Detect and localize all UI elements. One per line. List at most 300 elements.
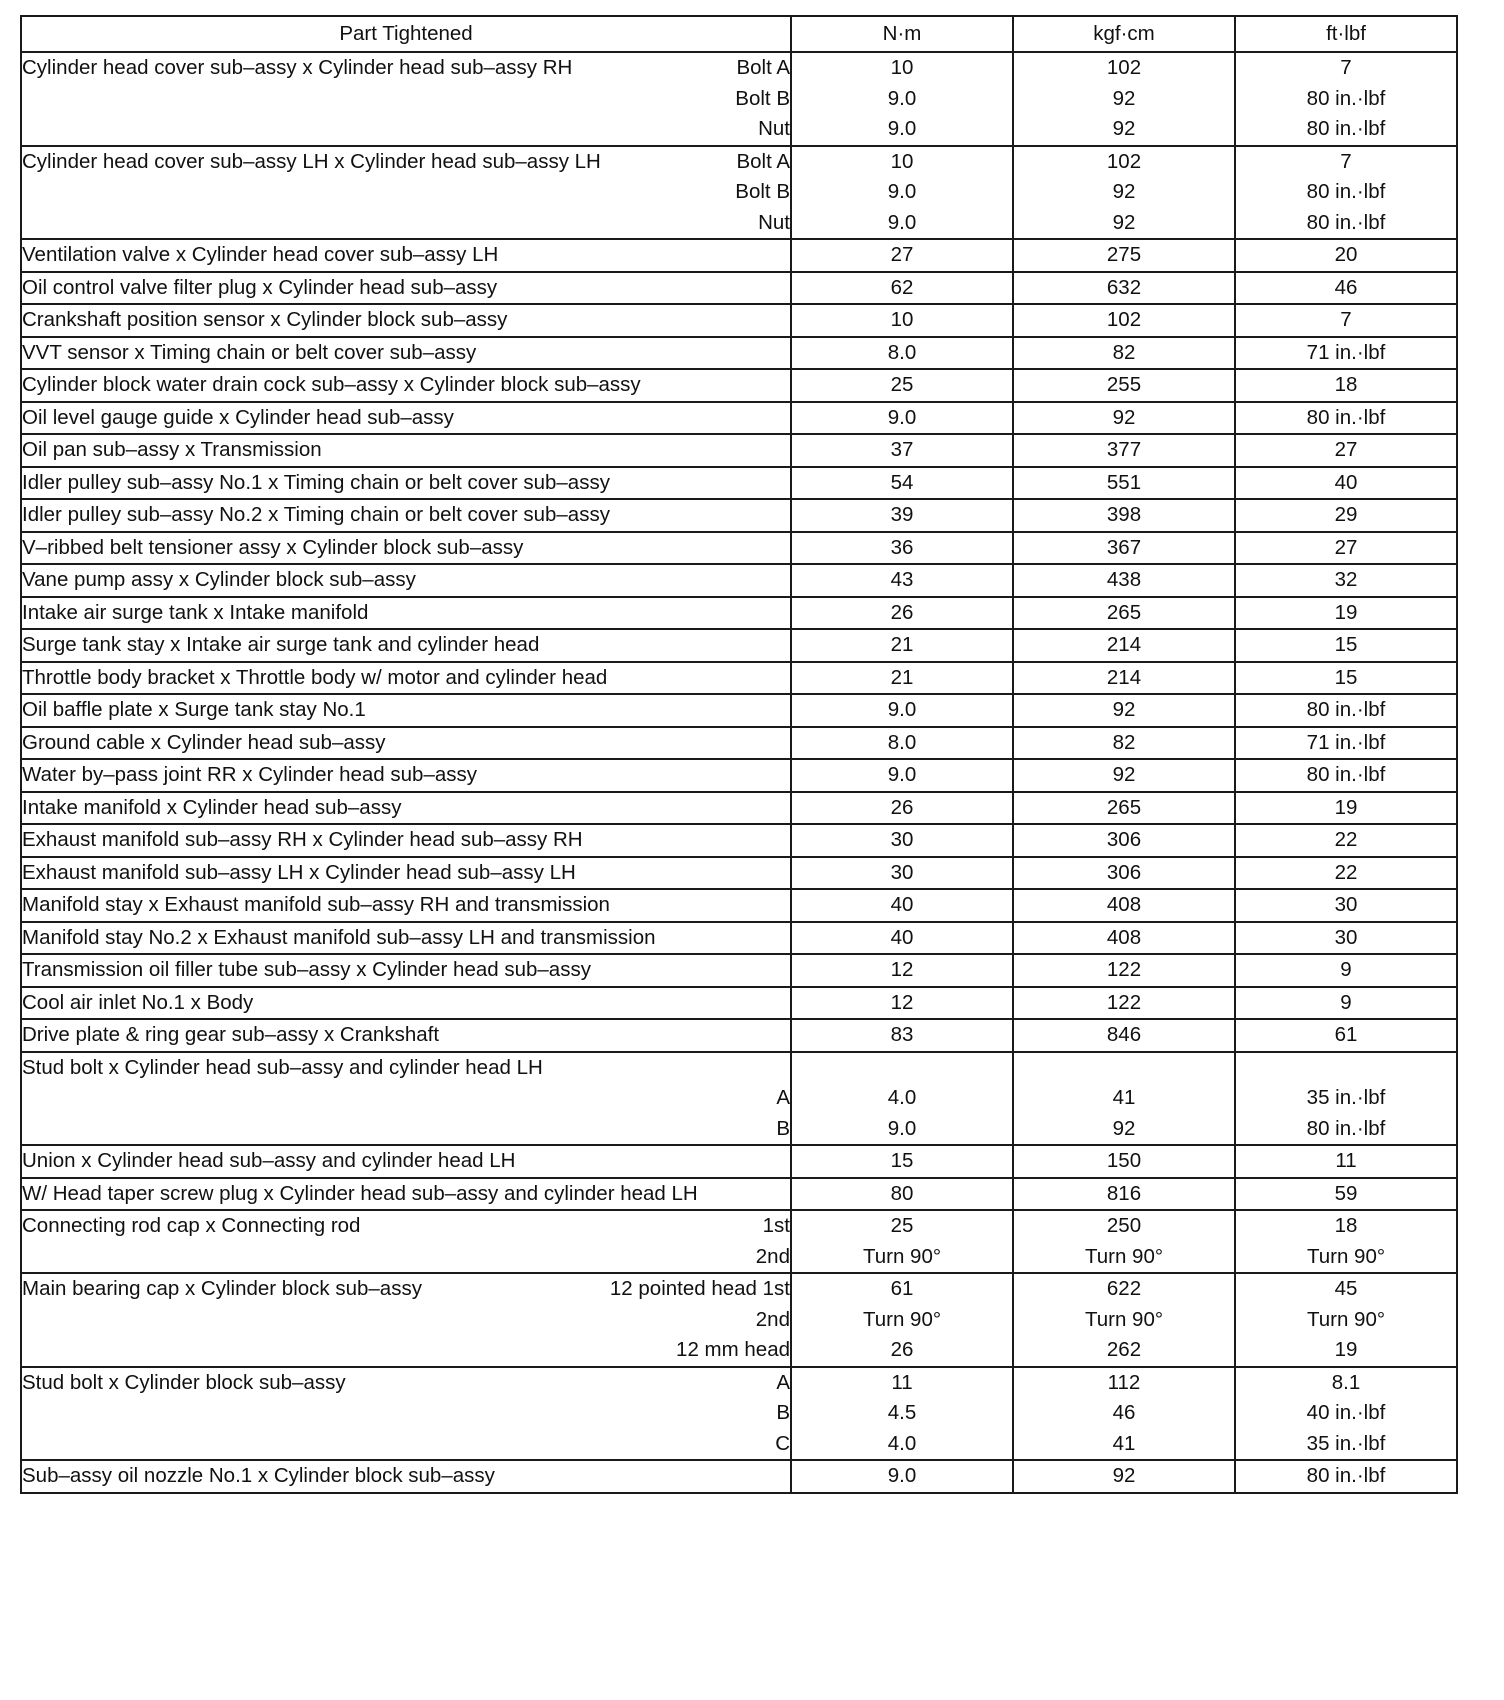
ft-lbf-value: 32	[1334, 568, 1358, 591]
ft-lbf-value: 9	[1340, 958, 1352, 981]
table-row	[21, 987, 1457, 1020]
part-line	[22, 858, 790, 889]
nm-value: 62	[890, 275, 914, 299]
ft-lbf-value: 80 in.·lbf	[1306, 210, 1386, 234]
nm-value: 12	[890, 958, 914, 981]
part-name: Manifold stay No.2 x Exhaust manifold sub–assy LH and transmission	[22, 925, 656, 949]
nm-cell	[791, 337, 1013, 370]
kgf-cm-value: 82	[1112, 340, 1136, 364]
ft-lbf-value: 22	[1334, 828, 1358, 851]
part-cell	[21, 857, 791, 890]
ft-lbf-value: 61	[1334, 1023, 1358, 1046]
part-line	[22, 1461, 790, 1492]
kgf-cm-cell	[1013, 467, 1235, 500]
nm-value: Turn 90°	[862, 1307, 942, 1331]
kgf-cm-value: 367	[1106, 535, 1142, 559]
part-cell	[21, 1273, 791, 1367]
ft-lbf-value: 59	[1334, 1181, 1358, 1205]
table-row	[21, 889, 1457, 922]
nm-value: 61	[890, 1277, 914, 1300]
table-body	[21, 52, 1457, 1493]
part-line	[22, 273, 790, 304]
part-line	[22, 1146, 790, 1177]
part-name: Exhaust manifold sub–assy LH x Cylinder head sub–assy LH	[22, 860, 576, 884]
nm-cell	[791, 1460, 1013, 1493]
part-line	[22, 53, 790, 84]
part-line	[22, 1429, 790, 1460]
kgf-cm-value: 262	[1106, 1338, 1142, 1361]
ft-lbf-cell	[1235, 467, 1457, 500]
ft-lbf-cell	[1235, 1460, 1457, 1493]
part-cell	[21, 694, 791, 727]
ft-lbf-value: 15	[1334, 665, 1358, 689]
kgf-cm-cell	[1013, 954, 1235, 987]
part-line	[22, 923, 790, 954]
header-ft-lbf: ft·lbf	[1235, 16, 1457, 52]
fastener-label: Bolt B	[735, 180, 790, 203]
kgf-cm-cell	[1013, 1273, 1235, 1367]
ft-lbf-cell	[1235, 1052, 1457, 1146]
nm-value: 4.5	[887, 1401, 917, 1424]
ft-lbf-cell	[1235, 857, 1457, 890]
part-cell	[21, 369, 791, 402]
part-cell	[21, 824, 791, 857]
part-line	[22, 825, 790, 856]
ft-lbf-value: 71 in.·lbf	[1306, 730, 1386, 754]
nm-value: 9.0	[887, 698, 917, 721]
fastener-label: 2nd	[755, 1307, 790, 1331]
part-name: Connecting rod cap x Connecting rod	[22, 1214, 361, 1237]
part-line	[22, 338, 790, 369]
table-row	[21, 597, 1457, 630]
part-cell	[21, 1460, 791, 1493]
table-row	[21, 272, 1457, 305]
part-name: Cylinder block water drain cock sub–assy x Cylinder block sub–assy	[22, 373, 641, 396]
nm-value: 15	[890, 1149, 914, 1172]
ft-lbf-value: 15	[1334, 633, 1358, 656]
table-row	[21, 857, 1457, 890]
part-cell	[21, 922, 791, 955]
kgf-cm-value: 122	[1106, 990, 1142, 1014]
table-row	[21, 239, 1457, 272]
ft-lbf-cell	[1235, 629, 1457, 662]
kgf-cm-value: Turn 90°	[1084, 1307, 1164, 1331]
part-cell	[21, 662, 791, 695]
table-row	[21, 146, 1457, 240]
ft-lbf-cell	[1235, 1145, 1457, 1178]
part-line	[22, 208, 790, 239]
ft-lbf-value: 19	[1334, 795, 1358, 819]
part-line	[22, 598, 790, 629]
kgf-cm-cell	[1013, 922, 1235, 955]
nm-value: Turn 90°	[862, 1244, 942, 1268]
nm-value: 37	[890, 438, 914, 461]
part-cell	[21, 1210, 791, 1273]
ft-lbf-value: 80 in.·lbf	[1306, 86, 1386, 110]
part-line	[22, 500, 790, 531]
ft-lbf-value: 29	[1334, 503, 1358, 526]
nm-value: 9.0	[887, 86, 917, 110]
part-name: Oil level gauge guide x Cylinder head sub–assy	[22, 405, 454, 429]
fastener-label: 12 pointed head 1st	[609, 1277, 790, 1300]
part-cell	[21, 434, 791, 467]
nm-value: 11	[891, 1370, 913, 1394]
part-cell	[21, 1178, 791, 1211]
part-name: Throttle body bracket x Throttle body w/ motor and cylinder head	[22, 665, 608, 689]
nm-value: 9.0	[887, 1464, 917, 1487]
nm-cell	[791, 824, 1013, 857]
table-row	[21, 792, 1457, 825]
kgf-cm-cell	[1013, 1145, 1235, 1178]
kgf-cm-value: 102	[1106, 308, 1142, 331]
nm-value: 39	[890, 503, 914, 526]
kgf-cm-value: 41	[1112, 1086, 1136, 1109]
kgf-cm-cell	[1013, 304, 1235, 337]
nm-cell	[791, 1145, 1013, 1178]
table-row	[21, 662, 1457, 695]
ft-lbf-value: 80 in.·lbf	[1306, 1116, 1386, 1140]
nm-value: 9.0	[887, 180, 917, 203]
part-line	[22, 114, 790, 145]
kgf-cm-cell	[1013, 52, 1235, 146]
table-row	[21, 369, 1457, 402]
ft-lbf-value: 80 in.·lbf	[1306, 180, 1386, 203]
fastener-label: Bolt A	[736, 56, 790, 79]
nm-value: 83	[890, 1023, 914, 1046]
part-line	[22, 1368, 790, 1399]
part-cell	[21, 792, 791, 825]
part-line	[22, 1083, 790, 1114]
kgf-cm-value: 92	[1112, 1464, 1136, 1487]
kgf-cm-value: 255	[1106, 373, 1142, 396]
nm-value: 40	[890, 893, 914, 916]
nm-cell	[791, 1210, 1013, 1273]
part-cell	[21, 532, 791, 565]
part-cell	[21, 467, 791, 500]
kgf-cm-cell	[1013, 402, 1235, 435]
ft-lbf-cell	[1235, 824, 1457, 857]
ft-lbf-value: 27	[1334, 438, 1358, 461]
nm-value: 26	[890, 1338, 914, 1361]
part-cell	[21, 304, 791, 337]
part-cell	[21, 1052, 791, 1146]
part-line	[22, 630, 790, 661]
nm-cell	[791, 954, 1013, 987]
part-cell	[21, 727, 791, 760]
header-kgf-cm: kgf·cm	[1013, 16, 1235, 52]
kgf-cm-cell	[1013, 272, 1235, 305]
part-cell	[21, 759, 791, 792]
part-cell	[21, 629, 791, 662]
kgf-cm-cell	[1013, 1210, 1235, 1273]
ft-lbf-cell	[1235, 239, 1457, 272]
part-name: Ventilation valve x Cylinder head cover sub–assy LH	[22, 243, 499, 266]
part-line	[22, 1053, 790, 1084]
kgf-cm-value: 306	[1106, 828, 1142, 851]
table-row	[21, 499, 1457, 532]
ft-lbf-value: 80 in.·lbf	[1306, 405, 1386, 429]
part-cell	[21, 1145, 791, 1178]
table-row	[21, 1273, 1457, 1367]
part-name: Oil baffle plate x Surge tank stay No.1	[22, 698, 366, 721]
part-cell	[21, 337, 791, 370]
table-row	[21, 824, 1457, 857]
part-line	[22, 533, 790, 564]
ft-lbf-value: 71 in.·lbf	[1306, 340, 1386, 364]
kgf-cm-value	[1014, 1053, 1234, 1084]
part-name: Cylinder head cover sub–assy x Cylinder head sub–assy RH	[22, 56, 573, 79]
part-line	[22, 370, 790, 401]
part-line	[22, 1305, 790, 1336]
nm-value: 40	[890, 925, 914, 949]
part-cell	[21, 402, 791, 435]
nm-value: 25	[890, 373, 914, 396]
kgf-cm-value: 275	[1106, 243, 1142, 266]
table-row	[21, 759, 1457, 792]
table-row	[21, 467, 1457, 500]
ft-lbf-cell	[1235, 337, 1457, 370]
fastener-label: Nut	[758, 210, 790, 234]
ft-lbf-value: 35 in.·lbf	[1306, 1086, 1386, 1109]
torque-spec-table	[20, 15, 1458, 1494]
header-row	[21, 16, 1457, 52]
kgf-cm-value: 92	[1112, 405, 1136, 429]
kgf-cm-value: 408	[1106, 893, 1142, 916]
nm-cell	[791, 889, 1013, 922]
part-name: Idler pulley sub–assy No.1 x Timing chain or belt cover sub–assy	[22, 470, 610, 494]
nm-cell	[791, 467, 1013, 500]
part-line	[22, 728, 790, 759]
table-row	[21, 532, 1457, 565]
kgf-cm-value: 632	[1106, 275, 1142, 299]
ft-lbf-value: 80 in.·lbf	[1306, 117, 1386, 140]
fastener-label: 2nd	[755, 1244, 790, 1268]
kgf-cm-value: 398	[1106, 503, 1142, 526]
ft-lbf-value: Turn 90°	[1306, 1244, 1386, 1268]
ft-lbf-cell	[1235, 499, 1457, 532]
part-line	[22, 84, 790, 115]
part-name: Crankshaft position sensor x Cylinder block sub–assy	[22, 308, 508, 331]
part-line	[22, 565, 790, 596]
fastener-label: C	[775, 1431, 790, 1455]
ft-lbf-cell	[1235, 954, 1457, 987]
kgf-cm-value: 92	[1112, 210, 1136, 234]
nm-value: 10	[890, 56, 914, 79]
nm-cell	[791, 402, 1013, 435]
kgf-cm-cell	[1013, 1178, 1235, 1211]
kgf-cm-cell	[1013, 889, 1235, 922]
kgf-cm-value: 82	[1112, 730, 1136, 754]
ft-lbf-value: 7	[1340, 308, 1352, 331]
ft-lbf-value: 18	[1334, 373, 1358, 396]
nm-cell	[791, 759, 1013, 792]
ft-lbf-cell	[1235, 759, 1457, 792]
part-name: Manifold stay x Exhaust manifold sub–assy RH and transmission	[22, 893, 610, 916]
nm-value: 26	[890, 795, 914, 819]
ft-lbf-cell	[1235, 146, 1457, 240]
kgf-cm-value: 408	[1106, 925, 1142, 949]
ft-lbf-cell	[1235, 1210, 1457, 1273]
nm-value: 54	[890, 470, 914, 494]
nm-value: 25	[890, 1214, 914, 1237]
kgf-cm-value: 214	[1106, 633, 1142, 656]
kgf-cm-cell	[1013, 629, 1235, 662]
nm-value: 9.0	[887, 405, 917, 429]
ft-lbf-value: 80 in.·lbf	[1306, 698, 1386, 721]
kgf-cm-cell	[1013, 434, 1235, 467]
kgf-cm-value: Turn 90°	[1084, 1244, 1164, 1268]
part-name: VVT sensor x Timing chain or belt cover sub–assy	[22, 340, 477, 364]
part-name: Vane pump assy x Cylinder block sub–assy	[22, 568, 416, 591]
kgf-cm-cell	[1013, 499, 1235, 532]
kgf-cm-cell	[1013, 369, 1235, 402]
nm-cell	[791, 629, 1013, 662]
nm-cell	[791, 1367, 1013, 1461]
ft-lbf-cell	[1235, 792, 1457, 825]
ft-lbf-value: 19	[1334, 600, 1358, 624]
part-name: Cylinder head cover sub–assy LH x Cylinder head sub–assy LH	[22, 149, 601, 173]
ft-lbf-value: 80 in.·lbf	[1306, 763, 1386, 786]
nm-cell	[791, 369, 1013, 402]
kgf-cm-value: 92	[1112, 763, 1136, 786]
kgf-cm-cell	[1013, 1460, 1235, 1493]
ft-lbf-value: 30	[1334, 893, 1358, 916]
table-row	[21, 1210, 1457, 1273]
table-row	[21, 1019, 1457, 1052]
nm-value: 9.0	[887, 210, 917, 234]
part-line	[22, 468, 790, 499]
nm-value: 80	[890, 1181, 914, 1205]
ft-lbf-cell	[1235, 727, 1457, 760]
part-line	[22, 435, 790, 466]
ft-lbf-value: 40 in.·lbf	[1306, 1401, 1386, 1424]
fastener-label: Bolt B	[735, 86, 790, 110]
part-line	[22, 1398, 790, 1429]
part-cell	[21, 1019, 791, 1052]
ft-lbf-cell	[1235, 597, 1457, 630]
ft-lbf-value: 20	[1334, 243, 1358, 266]
part-name: Water by–pass joint RR x Cylinder head sub–assy	[22, 763, 478, 786]
part-line	[22, 240, 790, 271]
ft-lbf-cell	[1235, 434, 1457, 467]
nm-cell	[791, 1019, 1013, 1052]
ft-lbf-cell	[1235, 694, 1457, 727]
kgf-cm-value: 46	[1112, 1401, 1136, 1424]
ft-lbf-value: 30	[1334, 925, 1358, 949]
kgf-cm-cell	[1013, 987, 1235, 1020]
fastener-label: 12 mm head	[676, 1338, 790, 1361]
nm-value: 36	[890, 535, 914, 559]
part-line	[22, 695, 790, 726]
kgf-cm-value: 250	[1106, 1214, 1142, 1237]
kgf-cm-value: 92	[1112, 180, 1136, 203]
part-name: Stud bolt x Cylinder block sub–assy	[22, 1370, 346, 1394]
header-nm: N·m	[791, 16, 1013, 52]
ft-lbf-cell	[1235, 304, 1457, 337]
part-name: Oil pan sub–assy x Transmission	[22, 438, 322, 461]
fastener-label: A	[776, 1086, 790, 1109]
fastener-label: 1st	[762, 1214, 790, 1237]
fastener-label: Bolt A	[736, 149, 790, 173]
part-name: Stud bolt x Cylinder head sub–assy and cylinder head LH	[22, 1055, 543, 1079]
nm-cell	[791, 272, 1013, 305]
table-row	[21, 1052, 1457, 1146]
nm-value: 10	[890, 308, 914, 331]
part-cell	[21, 597, 791, 630]
part-line	[22, 1020, 790, 1051]
kgf-cm-cell	[1013, 857, 1235, 890]
kgf-cm-value: 102	[1106, 56, 1142, 79]
ft-lbf-value: 46	[1334, 275, 1358, 299]
table-row	[21, 1367, 1457, 1461]
part-cell	[21, 564, 791, 597]
ft-lbf-cell	[1235, 564, 1457, 597]
ft-lbf-value: 19	[1334, 1338, 1358, 1361]
nm-cell	[791, 499, 1013, 532]
part-name: Ground cable x Cylinder head sub–assy	[22, 730, 386, 754]
table-row	[21, 694, 1457, 727]
ft-lbf-cell	[1235, 1178, 1457, 1211]
kgf-cm-value: 102	[1106, 149, 1142, 173]
nm-cell	[791, 1052, 1013, 1146]
nm-value: 9.0	[887, 763, 917, 786]
ft-lbf-value: 27	[1334, 535, 1358, 559]
part-line	[22, 760, 790, 791]
part-line	[22, 1211, 790, 1242]
part-line	[22, 988, 790, 1019]
nm-value: 8.0	[887, 730, 917, 754]
kgf-cm-value: 214	[1106, 665, 1142, 689]
kgf-cm-value: 41	[1112, 1431, 1136, 1455]
part-name: Transmission oil filler tube sub–assy x Cylinder head sub–assy	[22, 958, 591, 981]
ft-lbf-cell	[1235, 662, 1457, 695]
kgf-cm-cell	[1013, 1019, 1235, 1052]
part-cell	[21, 52, 791, 146]
nm-cell	[791, 434, 1013, 467]
ft-lbf-cell	[1235, 1019, 1457, 1052]
table-row	[21, 727, 1457, 760]
table-row	[21, 1460, 1457, 1493]
kgf-cm-value: 112	[1107, 1370, 1141, 1394]
part-cell	[21, 499, 791, 532]
ft-lbf-value: 22	[1334, 860, 1358, 884]
ft-lbf-value: 40	[1334, 470, 1358, 494]
nm-cell	[791, 987, 1013, 1020]
part-name: Idler pulley sub–assy No.2 x Timing chain or belt cover sub–assy	[22, 503, 610, 526]
kgf-cm-value: 265	[1106, 600, 1142, 624]
part-name: Surge tank stay x Intake air surge tank and cylinder head	[22, 633, 540, 656]
ft-lbf-cell	[1235, 1273, 1457, 1367]
ft-lbf-value: 80 in.·lbf	[1306, 1464, 1386, 1487]
part-cell	[21, 239, 791, 272]
nm-cell	[791, 1273, 1013, 1367]
fastener-label: Nut	[758, 117, 790, 140]
nm-value: 26	[890, 600, 914, 624]
kgf-cm-cell	[1013, 1367, 1235, 1461]
part-cell	[21, 272, 791, 305]
ft-lbf-cell	[1235, 1367, 1457, 1461]
table-row	[21, 629, 1457, 662]
nm-cell	[791, 727, 1013, 760]
nm-value: 43	[890, 568, 914, 591]
nm-value: 30	[890, 860, 914, 884]
nm-value: 30	[890, 828, 914, 851]
nm-cell	[791, 1178, 1013, 1211]
kgf-cm-cell	[1013, 694, 1235, 727]
nm-cell	[791, 792, 1013, 825]
nm-cell	[791, 857, 1013, 890]
part-cell	[21, 1367, 791, 1461]
